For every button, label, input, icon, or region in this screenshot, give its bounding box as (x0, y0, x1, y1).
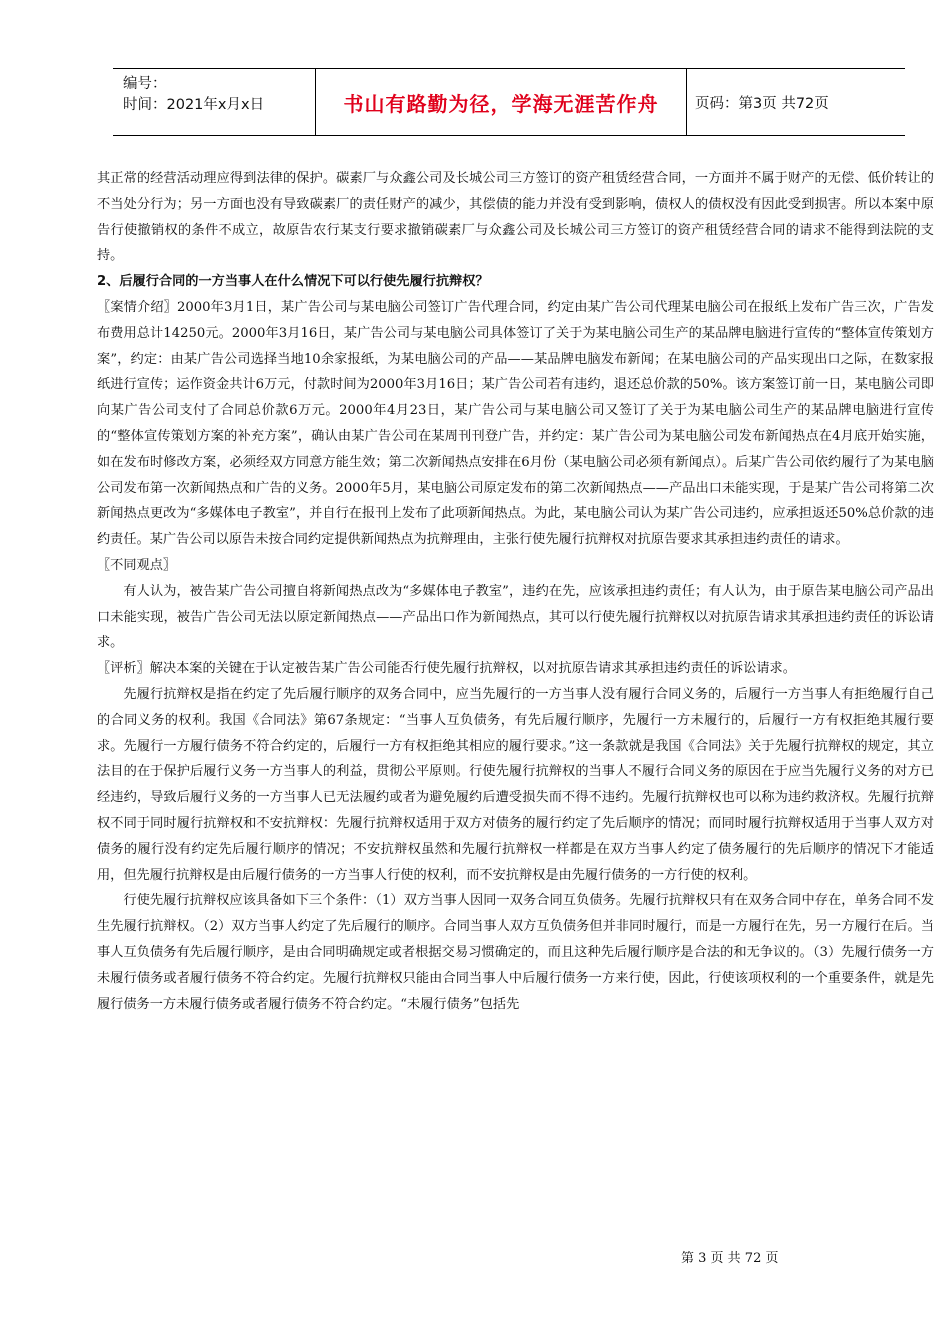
document-body (97, 166, 934, 1017)
page-footer: 第 3 页 共 72 页 (681, 1251, 779, 1266)
paragraph: 行使先履行抗辩权应该具备如下三个条件：（1）双方当事人因同一双务合同互负债务。先履行抗辩权只有在双务合同中存在，单务合同不发生先履行抗辩权。（2）双方当事人约定了先后履行的顺序。合同当事人双方互负债务但并非同时履行，而是一方履行在先，另一方履行在后。当事人互负债务有先后履行顺序，是由合同明确规定或者根据交易习惯确定的，而且这种先后履行顺序是合法的和无争议的。（3）先履行债务一方未履行债务或者履行债务不符合约定。先履行抗辩权只能由合同当事人中后履行债务一方来行使，因此，行使该项权利的一个重要条件，就是先履行债务一方未履行债务或者履行债务不符合约定。“未履行债务”包括先 (97, 893, 934, 1012)
analysis-paragraph: 〖评析〗解决本案的关键在于认定被告某广告公司能否行使先履行抗辩权，以对抗原告请求其承担违约责任的诉讼请求。 (97, 661, 796, 677)
header-page-label: 页码：第3页 共72页 (695, 95, 829, 112)
header-meta (113, 69, 315, 135)
case-introduction: 〖案情介绍〗2000年3月1日，某广告公司与某电脑公司签订广告代理合同，约定由某广告公司代理某电脑公司在报纸上发布广告三次，广告发布费用总计14250元。2000年3月16日，某广告公司与某电脑公司具体签订了关于为某电脑公司生产的某品牌电脑进行宣传的“整体宣传策划方案”，约定：由某广告公司选择当地10余家报纸，为某电脑公司的产品——某品牌电脑发布新闻；在某电脑公司的产品实现出口之际，在数家报纸进行宣传；运作资金共计6万元，付款时间为2000年3月16日；某广告公司若有违约，退还总价款的50%。该方案签订前一日，某电脑公司即向某广告公司支付了合同总价款6万元。2000年4月23日，某广告公司与某电脑公司又签订了关于为某电脑公司生产的某品牌电脑进行宣传的“整体宣传策划方案的补充方案”，确认由某广告公司在某周刊刊登广告，并约定：某广告公司为某电脑公司发布新闻热点在4月底开始实施，如在发布时修改方案，必须经双方同意方能生效；第二次新闻热点安排在6月份（某电脑公司必须有新闻点）。后某广告公司依约履行了为某电脑公司发布第一次新闻热点和广告的义务。2000年5月，某电脑公司原定发布的第二次新闻热点——产品出口未能实现，于是某广告公司将第二次新闻热点更改为“多媒体电子教室”，并自行在报刊上发布了此项新闻热点。为此，某电脑公司认为某广告公司违约，应承担返还50%总价款的违约责任。某广告公司以原告未按合同约定提供新闻热点为抗辩理由，主张行使先履行抗辩权对抗原告要求其承担违约责任的请求。 (97, 299, 934, 548)
views-label: 〖不同观点〗 (97, 557, 177, 573)
header-page-cell (687, 69, 905, 135)
paragraph: 先履行抗辩权是指在约定了先后履行顺序的双务合同中，应当先履行的一方当事人没有履行合同义务的，后履行一方当事人有拒绝履行自己的合同义务的权利。我国《合同法》第67条规定：“当事人互负债务，有先后履行顺序，先履行一方未履行的，后履行一方有权拒绝其履行要求。先履行一方履行债务不符合约定的，后履行一方有权拒绝其相应的履行要求。”这一条款就是我国《合同法》关于先履行抗辩权的规定，其立法目的在于保护后履行义务一方当事人的利益，贯彻公平原则。行使先履行抗辩权的当事人不履行合同义务的原因在于应当先履行义务的对方已经违约，导致后履行义务的一方当事人已无法履约或者为避免履约后遭受损失而不得不违约。先履行抗辩权也可以称为违约救济权。先履行抗辩权不同于同时履行抗辩权和不安抗辩权：先履行抗辩权适用于双方对债务的履行约定了先后顺序的情况；而同时履行抗辩权适用于当事人双方对债务的履行没有约定先后履行顺序的情况；不安抗辩权虽然和先履行抗辩权一样都是在双方当事人约定了债务履行的先后顺序的情况下才能适用，但先履行抗辩权是由后履行债务的一方当事人行使的权利，而不安抗辩权是由先履行债务的一方行使的权利。 (97, 686, 934, 883)
section-heading: 2、后履行合同的一方当事人在什么情况下可以行使先履行抗辩权？ (97, 274, 489, 290)
header-motto-cell (315, 69, 687, 135)
document-number-label: 编号： (123, 76, 167, 92)
document-time-label: 时间：2021年x月x日 (123, 97, 265, 113)
views-paragraph: 有人认为，被告某广告公司擅自将新闻热点改为“多媒体电子教室”，违约在先，应该承担违约责任；有人认为，由于原告某电脑公司产品出口未能实现，被告广告公司无法以原定新闻热点——产品出口作为新闻热点，其可以行使先履行抗辩权以对抗原告请求其承担违约责任的诉讼请求。 (97, 583, 934, 651)
header-motto: 书山有路勤为径，学海无涯苦作舟 (343, 91, 659, 116)
paragraph: 其正常的经营活动理应得到法律的保护。碳素厂与众鑫公司及长城公司三方签订的资产租赁经营合同，一方面并不属于财产的无偿、低价转让的不当处分行为；另一方面也没有导致碳素厂的责任财产的减少，其偿债的能力并没有受到影响，债权人的债权没有因此受到损害。所以本案中原告行使撤销权的条件不成立，故原告农行某支行要求撤销碳素厂与众鑫公司及长城公司三方签订的资产租赁经营合同的请求不能得到法院的支持。 (97, 171, 934, 264)
page-header (113, 68, 905, 136)
